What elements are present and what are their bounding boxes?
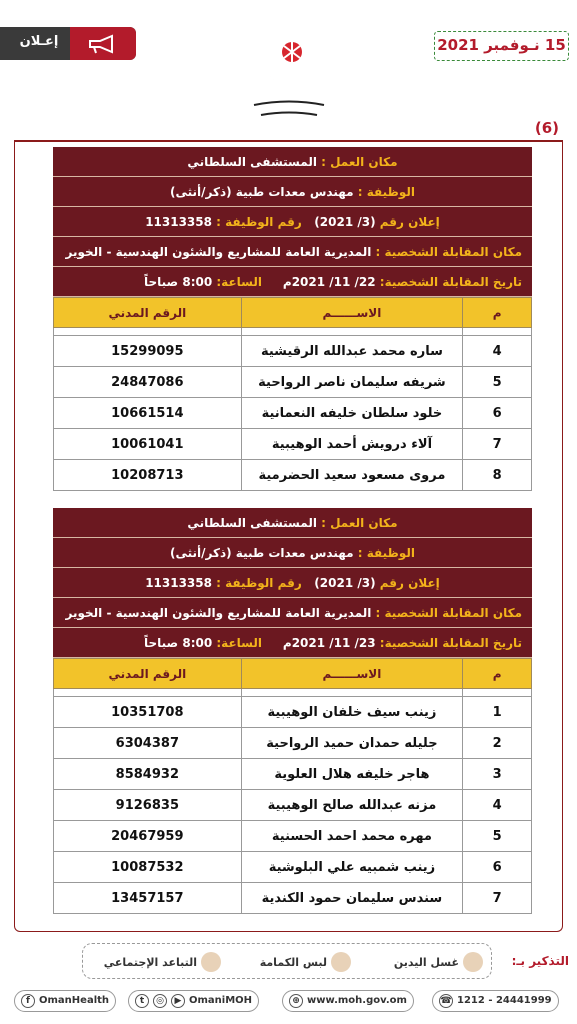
row-number: 6 <box>463 852 532 883</box>
table-row <box>54 367 532 398</box>
ministry-name-line2 <box>289 119 290 121</box>
page-header <box>0 0 577 137</box>
interview-date-label: تاريخ المقابلة الشخصية: <box>375 275 522 289</box>
interview-date-value: 22/ 11/ 2021م <box>282 275 376 289</box>
civil-id: 15299095 <box>54 336 242 367</box>
handwash-icon <box>463 952 483 972</box>
candidate-name: مزنه عبدالله صالح الوهيبية <box>241 790 463 821</box>
page-number: (6) <box>534 119 559 137</box>
website-link[interactable] <box>282 990 414 1012</box>
reminder-title: التذكير بـ: <box>511 954 569 968</box>
phone-link[interactable] <box>432 990 559 1012</box>
time-label: الساعة: <box>212 275 262 289</box>
interview-place-value: المديرية العامة للمشاريع والشئون الهندسية - الخوير <box>65 245 372 259</box>
civil-id: 8584932 <box>54 759 242 790</box>
candidate-name: خلود سلطان خليفه النعمانية <box>241 398 463 429</box>
social-handle: OmaniMOH <box>189 995 253 1006</box>
column-header-m: م <box>463 659 532 689</box>
row-number: 6 <box>463 398 532 429</box>
row-number: 3 <box>463 759 532 790</box>
reminder-item-mask <box>260 952 351 972</box>
candidates-table-1 <box>53 297 532 491</box>
facebook-link[interactable] <box>14 990 116 1012</box>
interview-date-row <box>53 267 532 297</box>
reminder-item-label: لبس الكمامة <box>259 955 327 969</box>
social-links[interactable] <box>128 990 259 1012</box>
job-number-label: رقم الوظيفة : <box>211 215 302 229</box>
row-number: 5 <box>463 367 532 398</box>
time-value: 8:00 صباحاً <box>144 275 213 289</box>
mask-icon <box>331 952 351 972</box>
social-distancing-icon <box>201 952 221 972</box>
date-badge: 15 نـوفمبر 2021 <box>434 31 569 61</box>
candidate-name: ساره محمد عبدالله الرقيشية <box>241 336 463 367</box>
column-header-civil-id: الرقم المدني <box>54 298 242 328</box>
megaphone-icon <box>86 34 120 54</box>
job-row <box>53 538 532 568</box>
facebook-icon: f <box>21 994 35 1008</box>
reminder-item-handwash <box>394 952 483 972</box>
civil-id: 20467959 <box>54 821 242 852</box>
candidates-table-2 <box>53 658 532 914</box>
column-header-m: م <box>463 298 532 328</box>
workplace-value: المستشفى السلطاني <box>187 516 317 530</box>
civil-id: 10087532 <box>54 852 242 883</box>
column-header-civil-id: الرقم المدني <box>54 659 242 689</box>
candidate-name: شريفه سليمان ناصر الرواحية <box>241 367 463 398</box>
job-value: مهندس معدات طبية (ذكر/أنثى) <box>170 546 354 560</box>
announcement-number-value: (3/ 2021) <box>314 576 376 590</box>
globe-icon: ⊕ <box>289 994 303 1008</box>
ministry-name-line1 <box>289 109 290 111</box>
reminder-bar <box>82 943 569 979</box>
table-row <box>54 336 532 367</box>
job-row <box>53 177 532 207</box>
candidate-name: آلاء درويش أحمد الوهيبية <box>241 429 463 460</box>
facebook-handle: OmanHealth <box>39 995 110 1006</box>
youtube-icon: ▶ <box>171 994 185 1008</box>
row-number: 4 <box>463 790 532 821</box>
candidate-name: مروى مسعود سعيد الحضرمية <box>241 460 463 491</box>
table-header-row <box>54 298 532 328</box>
announcement-label: إعـلان <box>19 34 59 49</box>
time-value: 8:00 صباحاً <box>144 636 213 650</box>
table-row <box>54 790 532 821</box>
table-row <box>54 728 532 759</box>
table-row <box>54 460 532 491</box>
job-number-label: رقم الوظيفة : <box>211 576 302 590</box>
civil-id: 10208713 <box>54 460 242 491</box>
candidate-name: زينب سيف خلفان الوهيبية <box>241 697 463 728</box>
candidate-name: هاجر خليفه هلال العلوية <box>241 759 463 790</box>
civil-id: 10061041 <box>54 429 242 460</box>
interview-date-row <box>53 628 532 658</box>
interview-section-1 <box>53 147 532 491</box>
announcement-tag <box>0 27 136 60</box>
candidate-name: زينب شمبيه علي البلوشية <box>241 852 463 883</box>
announcement-number-value: (3/ 2021) <box>314 215 376 229</box>
table-row <box>54 429 532 460</box>
row-number: 4 <box>463 336 532 367</box>
announcement-number-label: إعلان رقم <box>375 215 440 229</box>
column-header-name: الاســــــم <box>241 298 463 328</box>
interview-date-label: تاريخ المقابلة الشخصية: <box>375 636 522 650</box>
page-footer <box>0 988 577 1014</box>
announcement-number-label: إعلان رقم <box>375 576 440 590</box>
table-row <box>54 821 532 852</box>
civil-id: 10661514 <box>54 398 242 429</box>
row-number: 1 <box>463 697 532 728</box>
row-number: 2 <box>463 728 532 759</box>
workplace-row <box>53 147 532 177</box>
table-row <box>54 883 532 914</box>
announcement-row <box>53 568 532 598</box>
row-number: 5 <box>463 821 532 852</box>
interview-place-row <box>53 598 532 628</box>
twitter-icon: t <box>135 994 149 1008</box>
instagram-icon: ◎ <box>153 994 167 1008</box>
announcement-row <box>53 207 532 237</box>
interview-place-label: مكان المقابلة الشخصية : <box>371 245 522 259</box>
workplace-row <box>53 508 532 538</box>
time-label: الساعة: <box>212 636 262 650</box>
job-number-value: 11313358 <box>145 215 212 229</box>
table-row <box>54 759 532 790</box>
row-number: 7 <box>463 429 532 460</box>
workplace-value: المستشفى السلطاني <box>187 155 317 169</box>
row-number: 7 <box>463 883 532 914</box>
civil-id: 6304387 <box>54 728 242 759</box>
table-row <box>54 398 532 429</box>
interview-place-value: المديرية العامة للمشاريع والشئون الهندسية - الخوير <box>65 606 372 620</box>
reminder-item-label: غسل اليدين <box>393 955 459 969</box>
phone-icon: ☎ <box>440 996 452 1006</box>
workplace-label: مكان العمل : <box>316 155 398 169</box>
reminder-item-distancing <box>104 952 221 972</box>
civil-id: 10351708 <box>54 697 242 728</box>
candidate-name: سندس سليمان حمود الكندية <box>241 883 463 914</box>
interview-place-row <box>53 237 532 267</box>
interview-section-2 <box>53 508 532 914</box>
ministry-logo <box>239 20 339 130</box>
job-value: مهندس معدات طبية (ذكر/أنثى) <box>170 185 354 199</box>
civil-id: 9126835 <box>54 790 242 821</box>
job-label: الوظيفة : <box>353 546 415 560</box>
table-row <box>54 852 532 883</box>
table-spacer <box>54 689 532 697</box>
interview-date-value: 23/ 11/ 2021م <box>282 636 376 650</box>
workplace-label: مكان العمل : <box>316 516 398 530</box>
row-number: 8 <box>463 460 532 491</box>
candidate-name: جليله حمدان حميد الرواحية <box>241 728 463 759</box>
job-number-value: 11313358 <box>145 576 212 590</box>
civil-id: 13457157 <box>54 883 242 914</box>
job-label: الوظيفة : <box>353 185 415 199</box>
phone-number: 1212 - 24441999 <box>457 995 552 1006</box>
table-spacer <box>54 328 532 336</box>
interview-place-label: مكان المقابلة الشخصية : <box>371 606 522 620</box>
table-header-row <box>54 659 532 689</box>
table-row <box>54 697 532 728</box>
website-url: www.moh.gov.om <box>307 995 407 1006</box>
civil-id: 24847086 <box>54 367 242 398</box>
reminder-item-label: التباعد الإجتماعي <box>103 955 197 969</box>
candidate-name: مهره محمد احمد الحسنية <box>241 821 463 852</box>
column-header-name: الاســــــم <box>241 659 463 689</box>
